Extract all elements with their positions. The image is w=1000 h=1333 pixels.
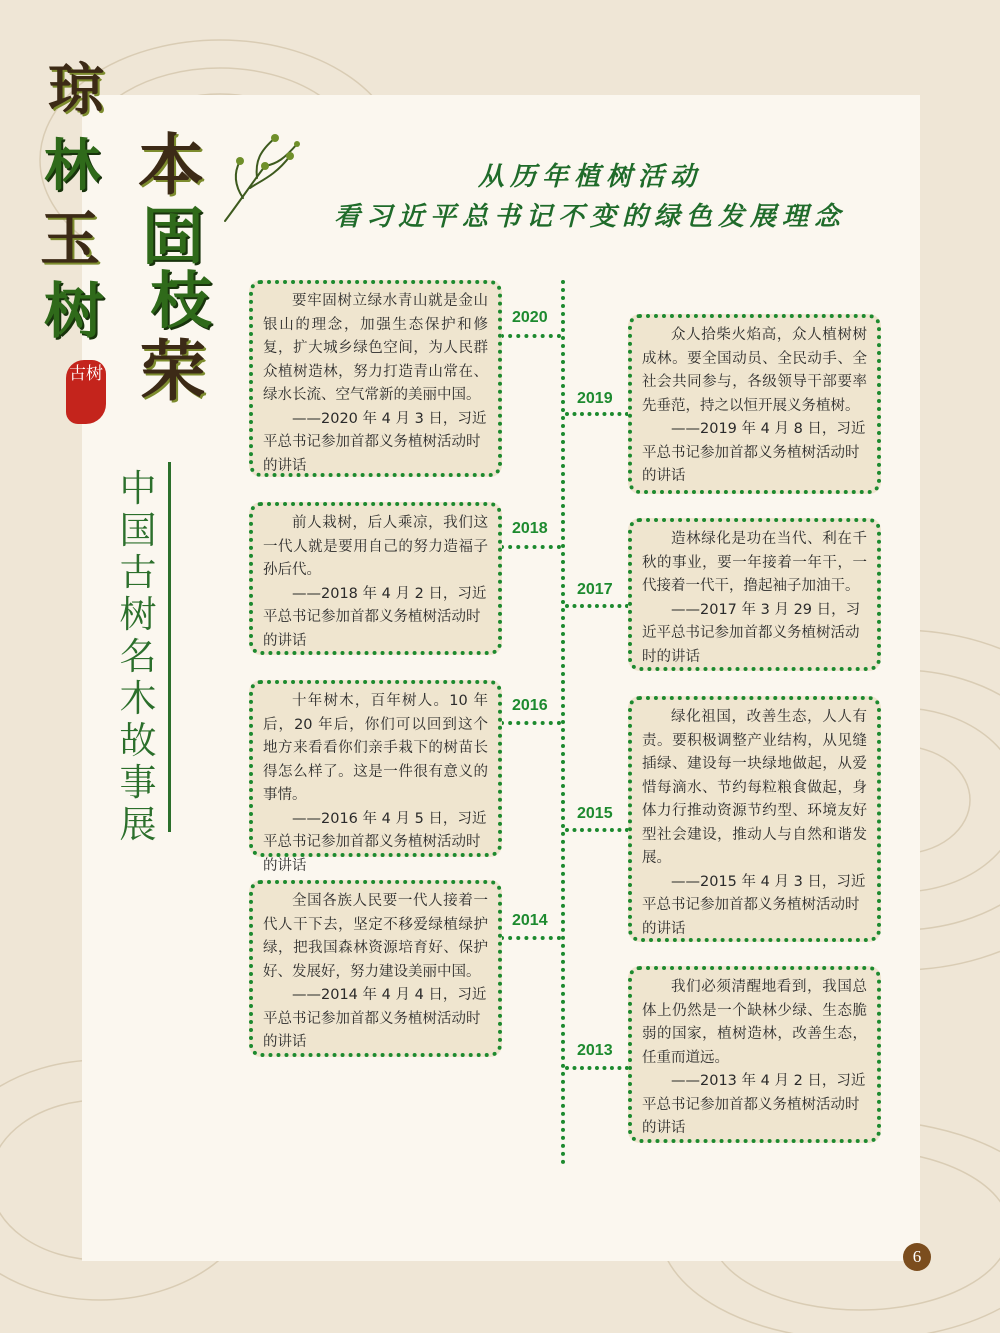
connector-2019 bbox=[565, 412, 629, 416]
quote-text: 我们必须清醒地看到，我国总体上仍然是一个缺林少绿、生态脆弱的国家，植树造林，改善生态，任重而道远。 bbox=[642, 979, 867, 1066]
quote-text: 十年树木，百年树人。10 年后，20 年后，你们可以回到这个地方来看看你们亲手栽下的树苗长得怎么样了。这是一件很有意义的事情。 bbox=[263, 693, 488, 803]
vertical-title-frame bbox=[110, 462, 171, 846]
year-label-2019: 2019 bbox=[577, 390, 613, 407]
heading-line-2: 看习近平总书记不变的绿色发展理念 bbox=[333, 202, 846, 232]
quote-text: 绿化祖国，改善生态，人人有责。要积极调整产业结构，从见缝插绿、建设每一块绿地做起，从爱惜每滴水、节约每粒粮食做起，身体力行推动资源节约型、环境友好型社会建设，推动人与自然和谐发展。 bbox=[642, 709, 867, 866]
quote-card-2016 bbox=[249, 680, 502, 874]
logo-char-5: 本 bbox=[138, 126, 204, 204]
logo-char-7: 枝 bbox=[150, 264, 213, 337]
connector-2018 bbox=[500, 545, 561, 549]
year-label-2018: 2018 bbox=[512, 520, 548, 537]
connector-2013 bbox=[565, 1066, 629, 1070]
quote-card-2015 bbox=[628, 696, 881, 942]
quote-text: 众人拾柴火焰高，众人植树树成林。要全国动员、全民动手、全社会共同参与，各级领导干部要率先垂范，持之以恒开展义务植树。 bbox=[642, 327, 867, 414]
quote-card-2014 bbox=[249, 880, 502, 1057]
quote-card-2019 bbox=[628, 314, 881, 494]
quote-text: 前人栽树，后人乘凉，我们这一代人就是要用自己的努力造福子孙后代。 bbox=[263, 515, 488, 578]
logo-char-2: 林 bbox=[44, 133, 100, 199]
quote-source: ——2015 年 4 月 3 日，习近平总书记参加首都义务植树活动时的讲话 bbox=[642, 873, 866, 937]
quote-card-2020 bbox=[249, 280, 502, 477]
year-label-2016: 2016 bbox=[512, 697, 548, 714]
quote-source: ——2018 年 4 月 2 日，习近平总书记参加首都义务植树活动时的讲话 bbox=[263, 585, 487, 649]
year-label-2014: 2014 bbox=[512, 912, 548, 929]
year-label-2013: 2013 bbox=[577, 1042, 613, 1059]
quote-source: ——2019 年 4 月 8 日，习近平总书记参加首都义务植树活动时的讲话 bbox=[642, 421, 866, 484]
year-label-2017: 2017 bbox=[577, 581, 613, 598]
quote-card-2013 bbox=[628, 966, 881, 1143]
quote-text: 要牢固树立绿水青山就是金山银山的理念，加强生态保护和修复，扩大城乡绿色空间，为人民群众植树造林，努力打造青山常在、绿水长流、空气常新的美丽中国。 bbox=[263, 293, 488, 403]
quote-card-2018 bbox=[249, 502, 502, 655]
logo-char-1: 琼 bbox=[48, 57, 104, 123]
connector-2017 bbox=[565, 604, 629, 608]
year-label-2015: 2015 bbox=[577, 805, 613, 822]
heading-line-1: 从历年植树活动 bbox=[477, 162, 702, 192]
quote-source: ——2016 年 4 月 5 日，习近平总书记参加首都义务植树活动时的讲话 bbox=[263, 810, 487, 874]
logo-char-8: 荣 bbox=[140, 332, 206, 410]
quote-card-2017 bbox=[628, 518, 881, 671]
quote-source: ——2014 年 4 月 4 日，习近平总书记参加首都义务植树活动时的讲话 bbox=[263, 987, 487, 1050]
vertical-title: 中国古树名木故事展 bbox=[119, 467, 157, 846]
connector-2016 bbox=[500, 721, 561, 725]
year-label-2020: 2020 bbox=[512, 309, 548, 326]
quote-source: ——2017 年 3 月 29 日，习近平总书记参加首都义务植树活动时的讲话 bbox=[642, 601, 861, 665]
quote-text: 全国各族人民要一代人接着一代人干下去，坚定不移爱绿植绿护绿，把我国森林资源培育好、保护好、发展好，努力建设美丽中国。 bbox=[263, 893, 488, 980]
logo-char-6: 固 bbox=[142, 200, 205, 273]
seal-stamp: 古树 bbox=[66, 360, 106, 424]
quote-text: 造林绿化是功在当代、利在千秋的事业，要一年接着一年干，一代接着一代干，撸起袖子加油干。 bbox=[642, 531, 867, 594]
logo-char-4: 树 bbox=[44, 277, 104, 347]
logo-char-3: 玉 bbox=[40, 205, 100, 275]
quote-source: ——2020 年 4 月 3 日，习近平总书记参加首都义务植树活动时的讲话 bbox=[263, 410, 487, 474]
page-number: 6 bbox=[903, 1243, 931, 1271]
quote-source: ——2013 年 4 月 2 日，习近平总书记参加首都义务植树活动时的讲话 bbox=[642, 1073, 866, 1136]
connector-2014 bbox=[500, 936, 561, 940]
connector-2020 bbox=[500, 334, 561, 338]
connector-2015 bbox=[565, 828, 629, 832]
